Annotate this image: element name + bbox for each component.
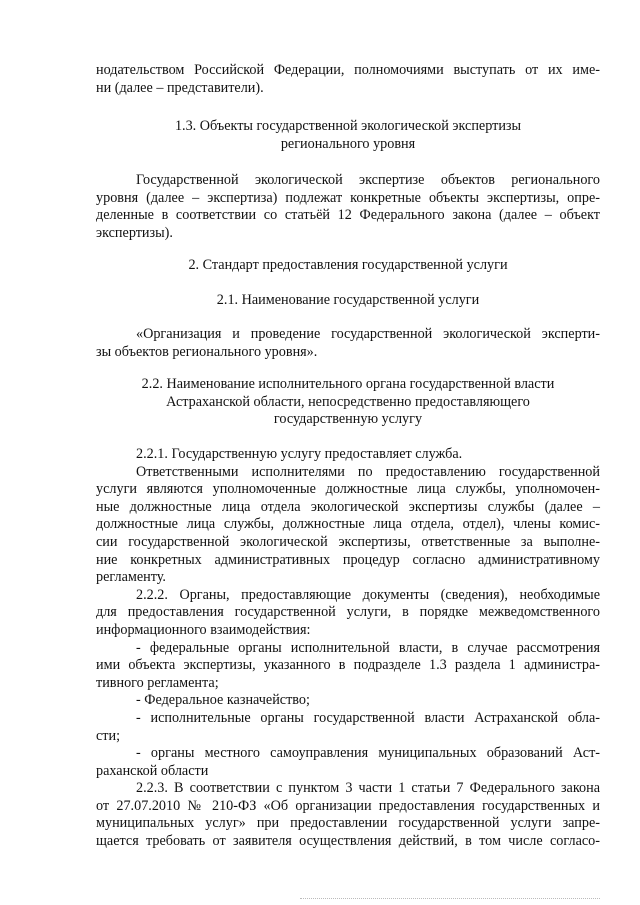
section-2-1-paragraph: [96, 326, 600, 361]
text-line: уровня (далее – экспертиза) подлежат конкретные объекты экспертизы, опре-: [96, 189, 600, 206]
heading-line: 2.1. Наименование государственной услуги: [216, 292, 480, 308]
text-line: регламенту.: [96, 569, 166, 586]
text-line: щается требовать от заявителя осуществления действий, в том числе согласо-: [96, 833, 600, 850]
section-1-3-heading: [96, 118, 600, 153]
text-line: должностные лица службы, должностные лица отдела, отдел), члены комис-: [96, 516, 600, 533]
heading-line: 2. Стандарт предоставления государственной услуги: [188, 257, 508, 273]
list-item-line: - исполнительные органы государственной власти Астраханской обла-: [136, 709, 600, 726]
list-item-line: ими объекта экспертизы, указанного в подразделе 1.3 раздела 1 администра-: [96, 657, 600, 674]
list-item-line: - федеральные органы исполнительной власти, в случае рассмотрения: [136, 639, 600, 656]
list-item-line: - Федеральное казначейство;: [136, 692, 310, 709]
text-line: зы объектов регионального уровня».: [96, 343, 318, 360]
heading-line: 1.3. Объекты государственной экологической экспертизы: [174, 118, 522, 134]
text-line: экспертизы).: [96, 224, 173, 241]
text-line: муниципальных услуг» при предоставлении государственной услуги запре-: [96, 815, 600, 832]
section-2-2-body: [96, 446, 600, 851]
text-line: 2.2.3. В соответствии с пунктом 3 части 1 статьи 7 Федерального закона: [136, 780, 600, 797]
text-line: ние конкретных административных процедур согласно административному: [96, 551, 600, 568]
text-line: нодательством Российской Федерации, полномочиями выступать от их име-: [96, 62, 600, 78]
heading-line: Астраханской области, непосредственно предоставляющего: [166, 393, 530, 410]
text-line: деленные в соответствии со статьёй 12 Федерального закона (далее – объект: [96, 207, 600, 224]
text-line: «Организация и проведение государственной экологической эксперти-: [136, 326, 600, 342]
section-2-heading: [96, 257, 600, 275]
section-1-3-paragraph: [96, 172, 600, 242]
page-bottom-rule: [300, 898, 600, 899]
text-line: 2.2.1. Государственную услугу предоставляет служба.: [136, 446, 463, 462]
text-line: ные должностные лица отдела экологической экспертизы службы (далее –: [96, 498, 600, 515]
list-item-line: тивного регламента;: [96, 674, 219, 691]
section-2-1-heading: [96, 292, 600, 310]
text-line: для предоставления государственной услуги, в порядке межведомственного: [96, 604, 600, 621]
list-item-line: - органы местного самоуправления муниципальных образований Аст-: [136, 745, 600, 762]
text-line: услуги являются уполномоченные должностные лица службы, уполномочен-: [96, 481, 600, 498]
intro-paragraph: [96, 62, 600, 97]
text-line: от 27.07.2010 № 210-ФЗ «Об организации предоставления государственных и: [96, 797, 600, 814]
text-line: сии государственной экологической экспертизы, ответственные за выполне-: [96, 533, 600, 550]
text-line: ни (далее – представители).: [96, 79, 264, 96]
text-line: Государственной экологической экспертизе объектов регионального: [136, 172, 600, 188]
heading-line: государственную услугу: [273, 411, 423, 428]
text-line: 2.2.2. Органы, предоставляющие документы (сведения), необходимые: [136, 586, 600, 603]
text-line: Ответственными исполнителями по предоставлению государственной: [136, 463, 600, 480]
heading-line: 2.2. Наименование исполнительного органа государственной власти: [141, 376, 555, 392]
heading-line: регионального уровня: [280, 135, 416, 152]
list-item-line: сти;: [96, 727, 121, 744]
list-item-line: раханской области: [96, 762, 209, 779]
text-line: информационного взаимодействия:: [96, 621, 311, 638]
section-2-2-heading: [96, 376, 600, 429]
